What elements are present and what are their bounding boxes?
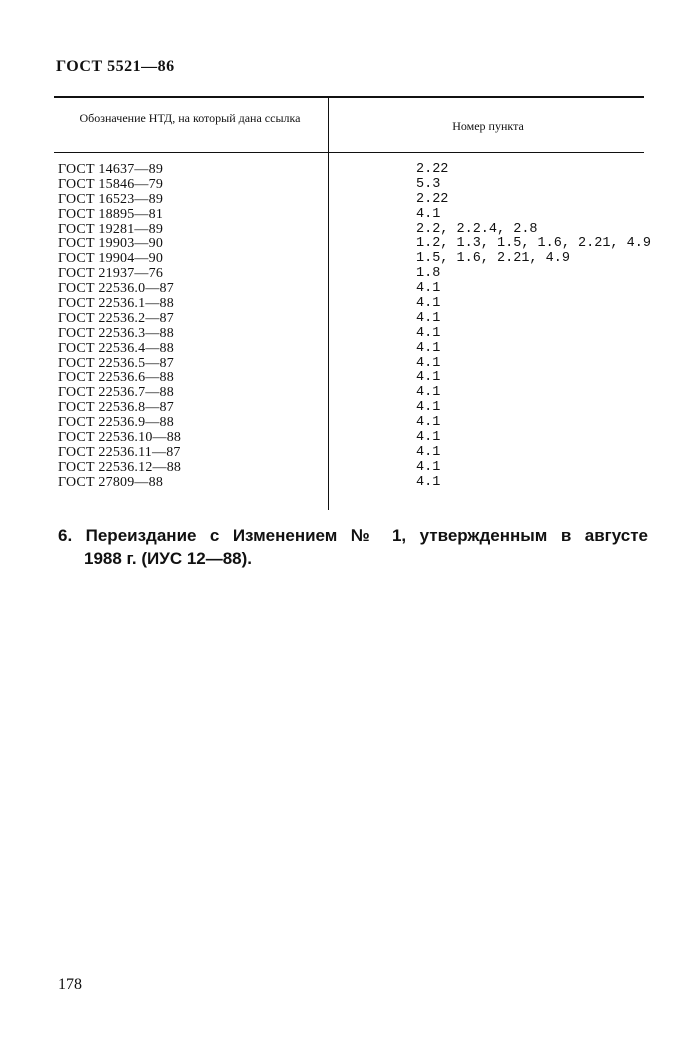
column-header-item-number: Номер пункта — [452, 119, 524, 133]
item-numbers: 5.3 — [416, 176, 441, 192]
item-numbers: 4.1 — [416, 415, 441, 431]
table-row — [0, 356, 700, 371]
column-header-document: Обозначение НТД, на который дана ссылка — [79, 111, 301, 125]
referenced-document: ГОСТ 21937—76 — [58, 266, 164, 282]
page-header-doc-id: ГОСТ 5521—86 — [56, 58, 175, 75]
referenced-document: ГОСТ 22536.8—87 — [58, 400, 174, 416]
referenced-document: ГОСТ 22536.7—88 — [58, 385, 174, 401]
referenced-document: ГОСТ 22536.12—88 — [58, 459, 182, 475]
referenced-document: ГОСТ 22536.2—87 — [58, 310, 174, 326]
table-row — [0, 341, 700, 356]
referenced-document: ГОСТ 22536.1—88 — [58, 296, 174, 312]
item-numbers: 4.1 — [416, 325, 441, 341]
table-row — [0, 415, 700, 430]
table-row — [0, 296, 700, 311]
item-numbers: 4.1 — [416, 400, 441, 416]
table-row — [0, 445, 700, 460]
table-row — [0, 162, 700, 177]
item-numbers: 1.2, 1.3, 1.5, 1.6, 2.21, 4.9 — [416, 236, 651, 252]
item-numbers: 4.1 — [416, 459, 441, 475]
table-row — [0, 251, 700, 266]
item-numbers: 4.1 — [416, 370, 441, 386]
referenced-document: ГОСТ 19903—90 — [58, 236, 164, 252]
table-top-rule — [54, 96, 644, 98]
item-numbers: 4.1 — [416, 281, 441, 297]
referenced-document: ГОСТ 22536.0—87 — [58, 281, 174, 297]
item-numbers: 2.22 — [416, 191, 449, 207]
referenced-document: ГОСТ 19281—89 — [58, 221, 164, 237]
table-row — [0, 281, 700, 296]
referenced-document: ГОСТ 16523—89 — [58, 191, 164, 207]
table-header-rule — [54, 152, 644, 153]
referenced-document: ГОСТ 22536.6—88 — [58, 370, 174, 386]
referenced-document: ГОСТ 14637—89 — [58, 162, 164, 177]
referenced-document: ГОСТ 22536.11—87 — [58, 444, 181, 460]
referenced-document: ГОСТ 27809—88 — [58, 474, 164, 490]
referenced-document: ГОСТ 22536.3—88 — [58, 325, 174, 341]
table-row — [0, 236, 700, 251]
referenced-document: ГОСТ 22536.4—88 — [58, 340, 174, 356]
item-numbers: 4.1 — [416, 474, 441, 490]
referenced-document: ГОСТ 18895—81 — [58, 206, 164, 222]
referenced-document: ГОСТ 15846—79 — [58, 176, 164, 192]
table-row — [0, 326, 700, 341]
table-row — [0, 385, 700, 400]
item-numbers: 1.5, 1.6, 2.21, 4.9 — [416, 251, 570, 267]
table-row — [0, 266, 700, 281]
page-number: 178 — [58, 976, 82, 993]
table-row — [0, 192, 700, 207]
reference-table-body — [0, 162, 700, 490]
table-row — [0, 400, 700, 415]
item-numbers: 4.1 — [416, 310, 441, 326]
item-numbers: 4.1 — [416, 206, 441, 222]
item-numbers: 4.1 — [416, 385, 441, 401]
table-row — [0, 475, 700, 490]
table-row — [0, 370, 700, 385]
item-numbers: 2.2, 2.2.4, 2.8 — [416, 221, 538, 237]
item-numbers: 4.1 — [416, 355, 441, 371]
table-row — [0, 207, 700, 222]
item-numbers: 4.1 — [416, 444, 441, 460]
item-numbers: 4.1 — [416, 430, 441, 446]
item-numbers: 4.1 — [416, 296, 441, 312]
table-row — [0, 430, 700, 445]
table-row — [0, 460, 700, 475]
reissue-note-line-2: 1988 г. (ИУС 12—88). — [84, 549, 253, 568]
referenced-document: ГОСТ 22536.10—88 — [58, 430, 182, 446]
referenced-document: ГОСТ 22536.9—88 — [58, 415, 174, 431]
table-row — [0, 177, 700, 192]
table-row — [0, 222, 700, 237]
reissue-note — [58, 524, 648, 570]
item-numbers: 4.1 — [416, 340, 441, 356]
item-numbers: 1.8 — [416, 266, 441, 282]
referenced-document: ГОСТ 19904—90 — [58, 251, 164, 267]
item-numbers: 2.22 — [416, 162, 449, 177]
reissue-note-line-1: 6. Переиздание с Изменением № 1, утвержденным в августе — [58, 526, 648, 545]
referenced-document: ГОСТ 22536.5—87 — [58, 355, 174, 371]
table-row — [0, 311, 700, 326]
